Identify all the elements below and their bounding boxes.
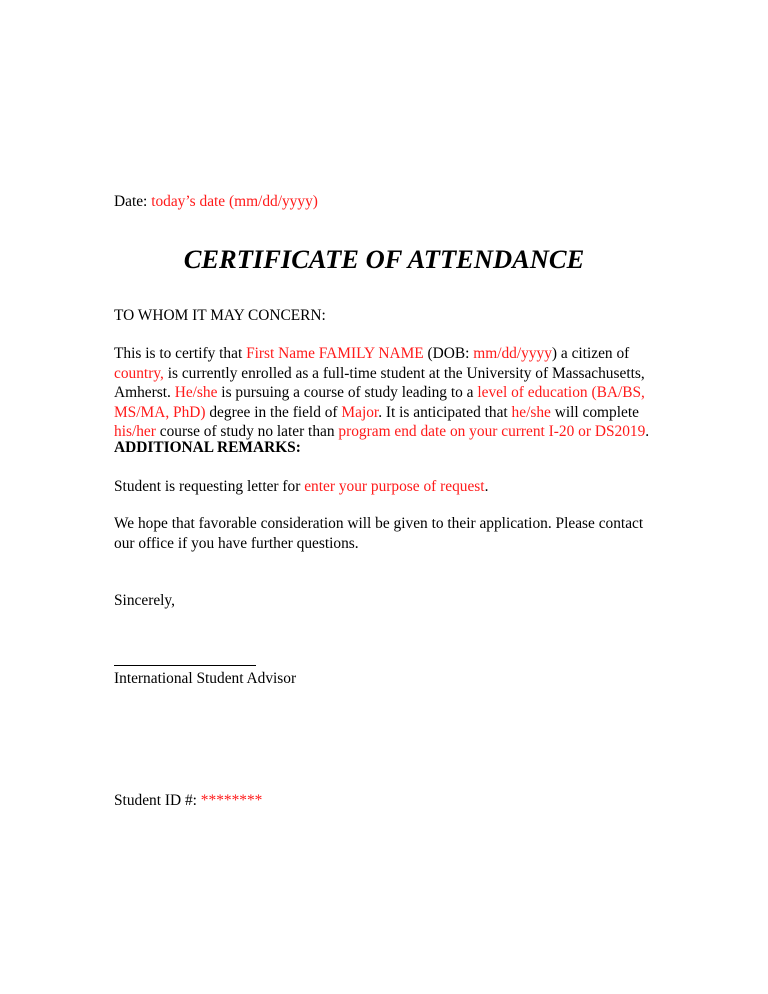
purpose-placeholder: enter your purpose of request — [304, 478, 485, 495]
dob-placeholder: mm/dd/yyyy — [473, 345, 552, 362]
certification-paragraph — [114, 344, 654, 442]
date-line — [114, 192, 654, 212]
date-placeholder: today’s date (mm/dd/yyyy) — [151, 193, 318, 210]
pronoun-placeholder: he/she — [511, 403, 551, 421]
body-text: This is to certify that — [114, 345, 247, 362]
body-text: course of study no later than — [155, 423, 339, 440]
country-placeholder: country, — [114, 364, 164, 382]
student-id-line — [114, 791, 654, 811]
certificate-title: CERTIFICATE OF ATTENDANCE — [183, 244, 585, 274]
signatory-title: International Student Advisor — [114, 670, 297, 687]
body-text: . It is anticipated that — [378, 403, 512, 421]
body-text: is currently enrolled as a full-time student at the University of Massachusetts, Amherst. — [114, 364, 645, 401]
body-text: is pursuing a course of study leading to a — [217, 384, 478, 401]
student-id-placeholder: ******** — [200, 792, 263, 809]
end-date-placeholder: program end date on your current I-20 or DS2019 — [338, 423, 646, 440]
pronoun-placeholder: his/her — [114, 423, 156, 440]
body-text: ) a citizen of — [551, 345, 630, 362]
hope-paragraph: We hope that favorable consideration will be given to their application. Please contact our office if you have further questions. — [114, 515, 644, 552]
date-label: Date: — [114, 193, 152, 210]
closing: Sincerely, — [114, 592, 175, 609]
body-text: . — [645, 423, 650, 440]
body-text: degree in the field of — [205, 403, 342, 421]
remarks-heading: ADDITIONAL REMARKS: — [114, 439, 301, 456]
major-placeholder: Major — [341, 403, 379, 421]
remarks-paragraph — [114, 477, 654, 497]
pronoun-placeholder: He/she — [174, 384, 218, 401]
signature-rule — [114, 650, 256, 666]
student-id-label: Student ID #: — [114, 792, 201, 809]
remarks-prefix: Student is requesting letter for — [114, 478, 305, 495]
student-name-placeholder: First Name FAMILY NAME — [246, 345, 424, 362]
education-level-placeholder: level of education (BA/BS, MS/MA, PhD) — [114, 384, 645, 421]
body-text: will complete — [550, 403, 639, 421]
remarks-suffix: . — [484, 478, 489, 495]
salutation: TO WHOM IT MAY CONCERN: — [114, 307, 326, 324]
body-text: (DOB: — [423, 345, 474, 362]
